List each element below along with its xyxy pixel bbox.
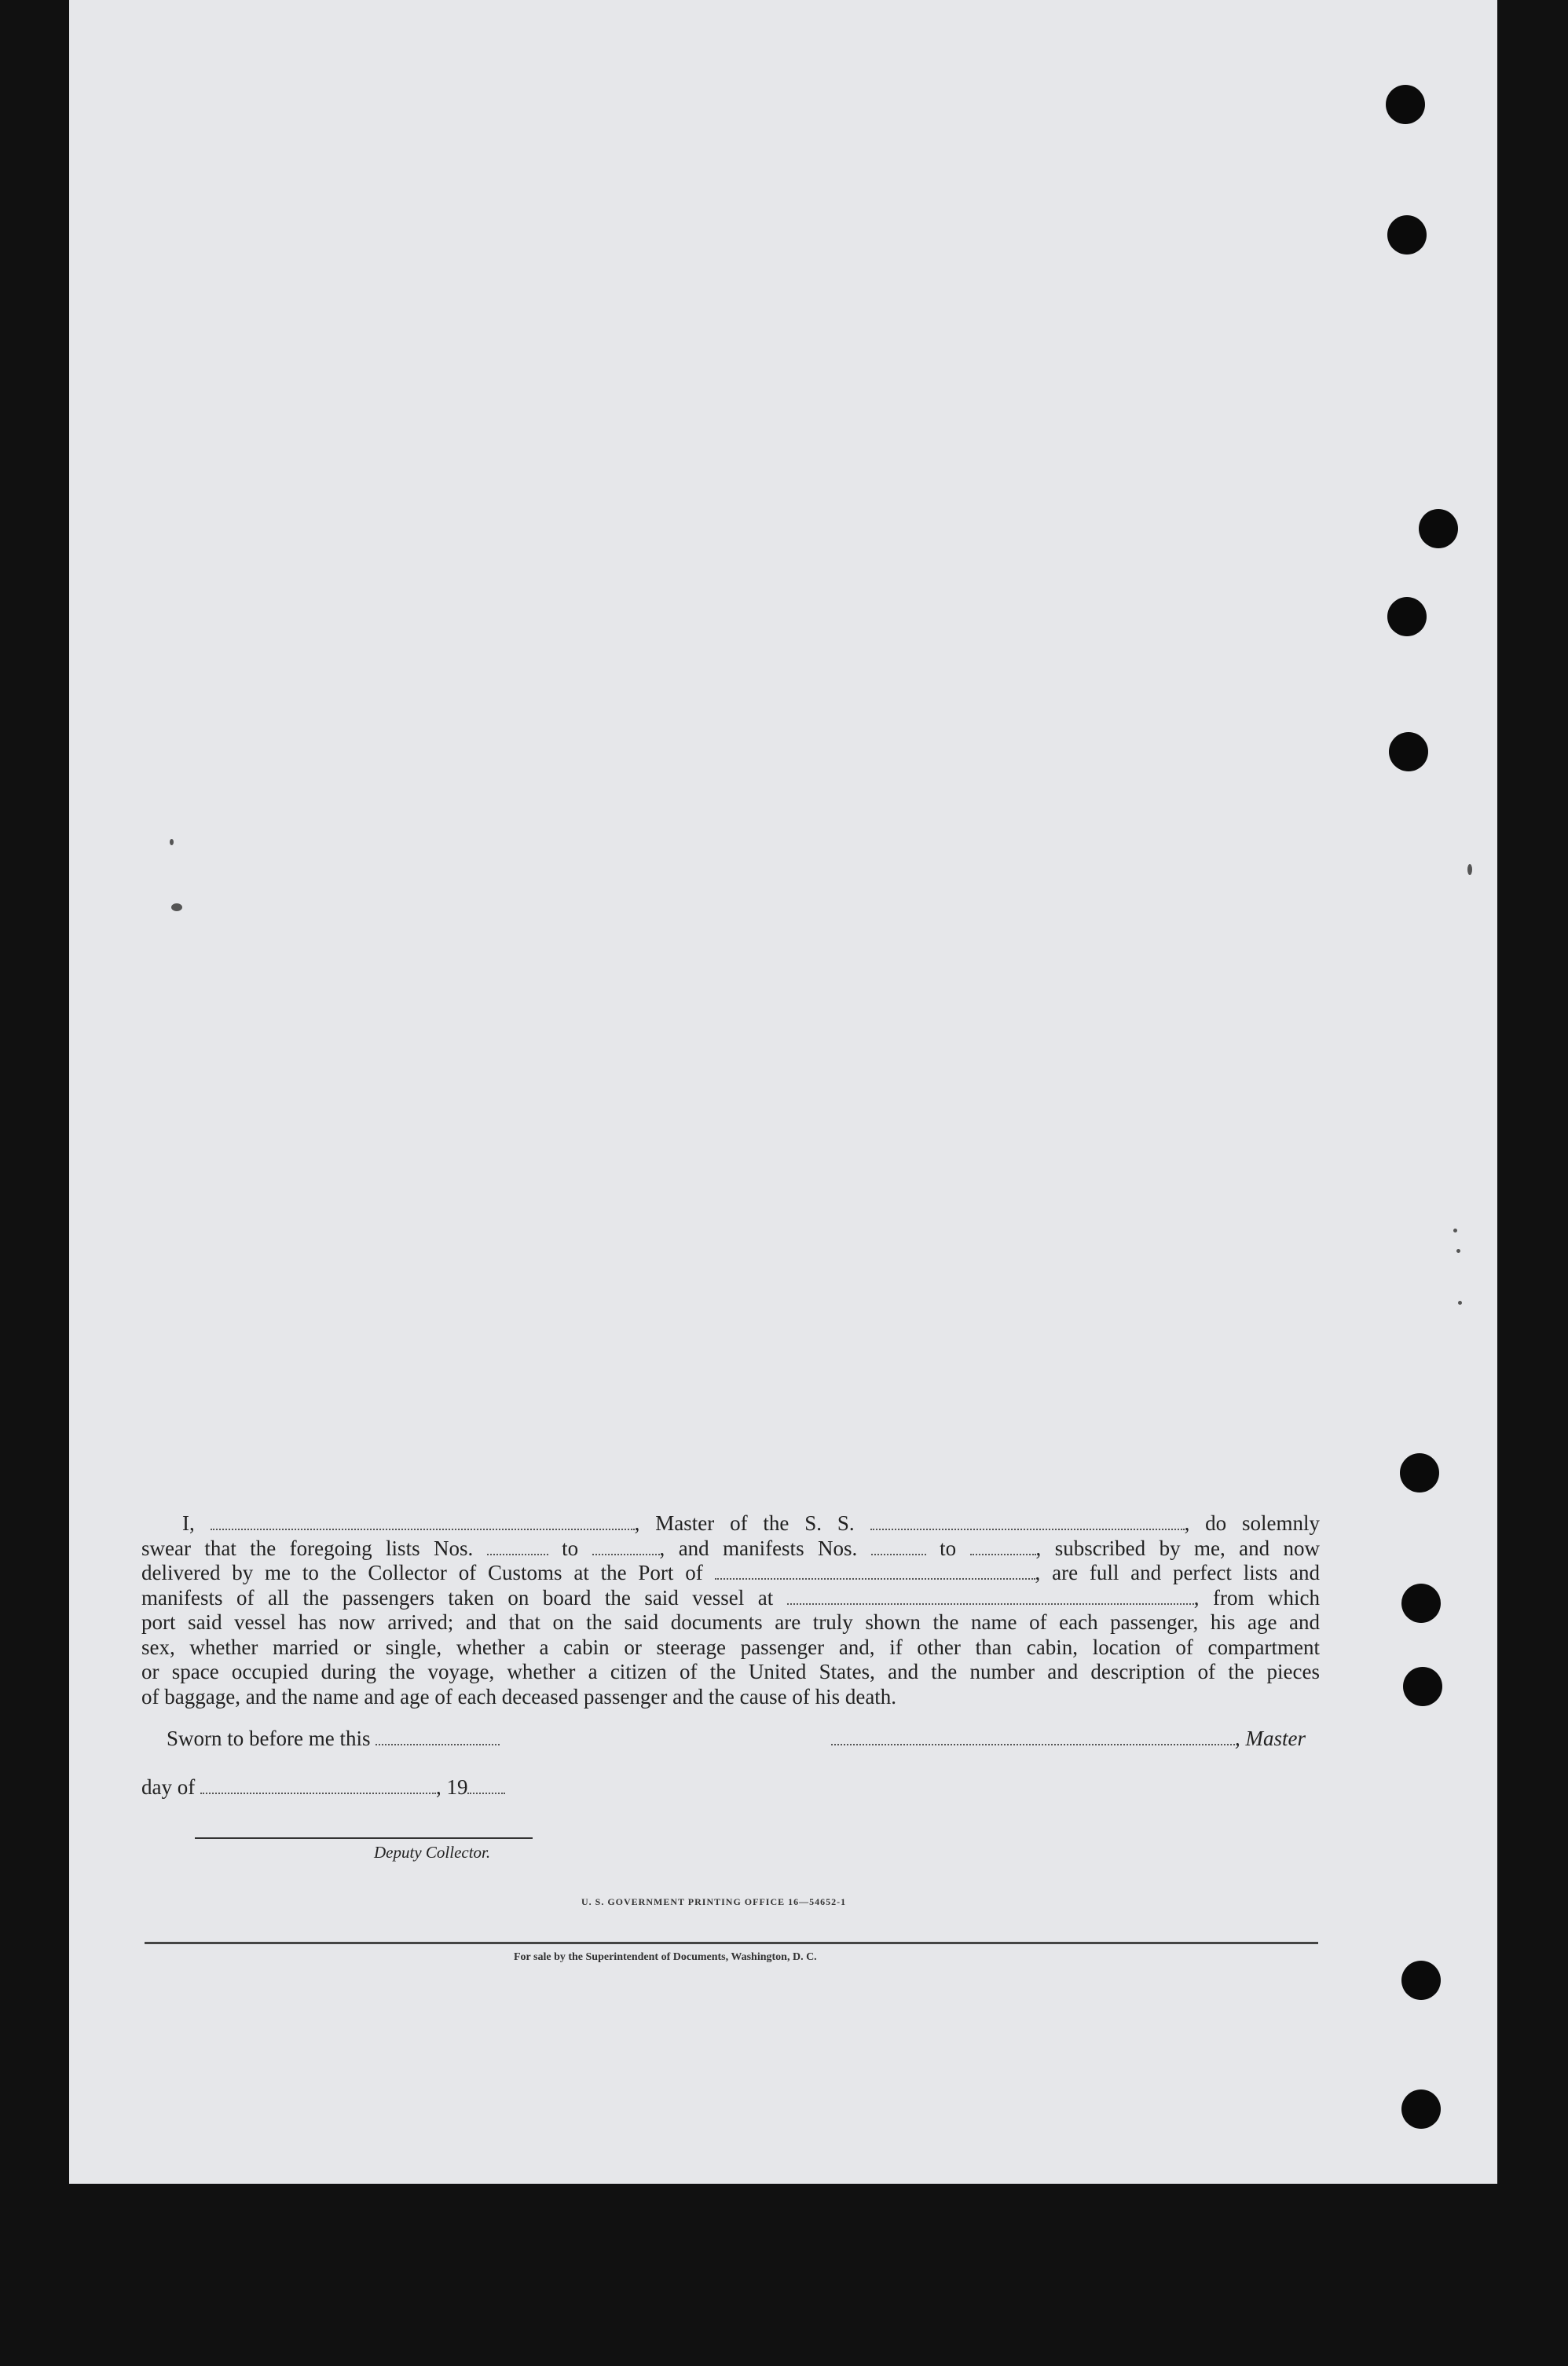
month-blank [200,1778,436,1794]
oath-line-3 [141,1561,1320,1586]
oath-text: , from which [1193,1585,1320,1610]
sworn-date-blank [376,1730,500,1745]
scan-speck [1456,1249,1460,1253]
oath-line-4 [141,1586,1320,1611]
master-signature-line [831,1727,1306,1751]
departure-port-blank [787,1588,1194,1605]
oath-text: delivered by me to the Collector of Customs at the Port of [141,1561,703,1584]
oath-line-8: of baggage, and the name and age of each deceased passenger and the cause of his death. [141,1684,897,1709]
master-name-blank [211,1513,635,1530]
day-of-line [141,1775,505,1800]
binder-hole [1386,85,1425,124]
oath-text: swear that the foregoing lists Nos. [141,1536,474,1560]
binder-hole [1419,509,1458,548]
manifests-from-blank [871,1538,926,1555]
scan-speck [1467,864,1472,875]
master-signature-blank [831,1730,1235,1745]
oath-text: , subscribed by me, and now [1035,1536,1321,1560]
binder-hole [1401,1961,1441,2000]
oath-line-6: sex, whether married or single, whether a cabin or steerage passenger and, if other than cabin, location of compartment [141,1635,1320,1659]
manifests-to-blank [970,1538,1036,1555]
oath-text: to [562,1536,579,1560]
binder-hole [1387,215,1427,255]
oath-text: , do solemnly [1184,1511,1321,1535]
binder-hole [1401,2089,1441,2129]
bleed-through-heading [383,101,1090,121]
binder-hole [1400,1453,1439,1492]
scan-speck [171,903,182,911]
deputy-signature-line [195,1837,533,1839]
master-label: , Master [1235,1727,1306,1750]
year-blank [467,1778,505,1794]
scan-speck [170,839,174,845]
oath-text: manifests of all the passengers taken on board the said vessel at [141,1585,774,1610]
binder-hole [1387,597,1427,636]
oath-line-5: port said vessel has now arrived; and that on the said documents are truly shown the name of each passenger, his age and [141,1610,1320,1634]
oath-text: , and manifests Nos. [659,1536,858,1560]
printing-office-imprint: U. S. GOVERNMENT PRINTING OFFICE 16—54652-1 [581,1896,847,1907]
form-sheet [69,0,1497,2184]
oath-text: to [940,1536,957,1560]
year-prefix-text: , 19 [435,1775,468,1799]
sworn-line [167,1727,500,1751]
sworn-text: Sworn to before me this [167,1727,371,1750]
sale-notice: For sale by the Superintendent of Documents, Washington, D. C. [514,1951,817,1963]
oath-text: , Master of the S. S. [634,1511,855,1535]
scan-speck [1458,1301,1462,1305]
deputy-collector-label: Deputy Collector. [374,1843,491,1862]
binder-hole [1389,732,1428,771]
scan-speck [1453,1229,1457,1232]
binder-hole [1403,1667,1442,1706]
port-blank [715,1562,1035,1580]
oath-text: I, [182,1511,195,1535]
binder-hole [1401,1584,1441,1623]
day-of-text: day of [141,1775,196,1799]
oath-line-7: or space occupied during the voyage, whether a citizen of the United States, and the number and description of the pieces [141,1660,1320,1683]
footer-rule [145,1942,1318,1944]
oath-line-1 [141,1511,1320,1536]
lists-from-blank [487,1538,548,1555]
master-oath-paragraph [141,1511,1320,1709]
oath-text: , are full and perfect lists and [1035,1561,1320,1584]
vessel-name-blank [870,1513,1185,1530]
lists-to-blank [592,1538,660,1555]
oath-line-2 [141,1536,1320,1562]
